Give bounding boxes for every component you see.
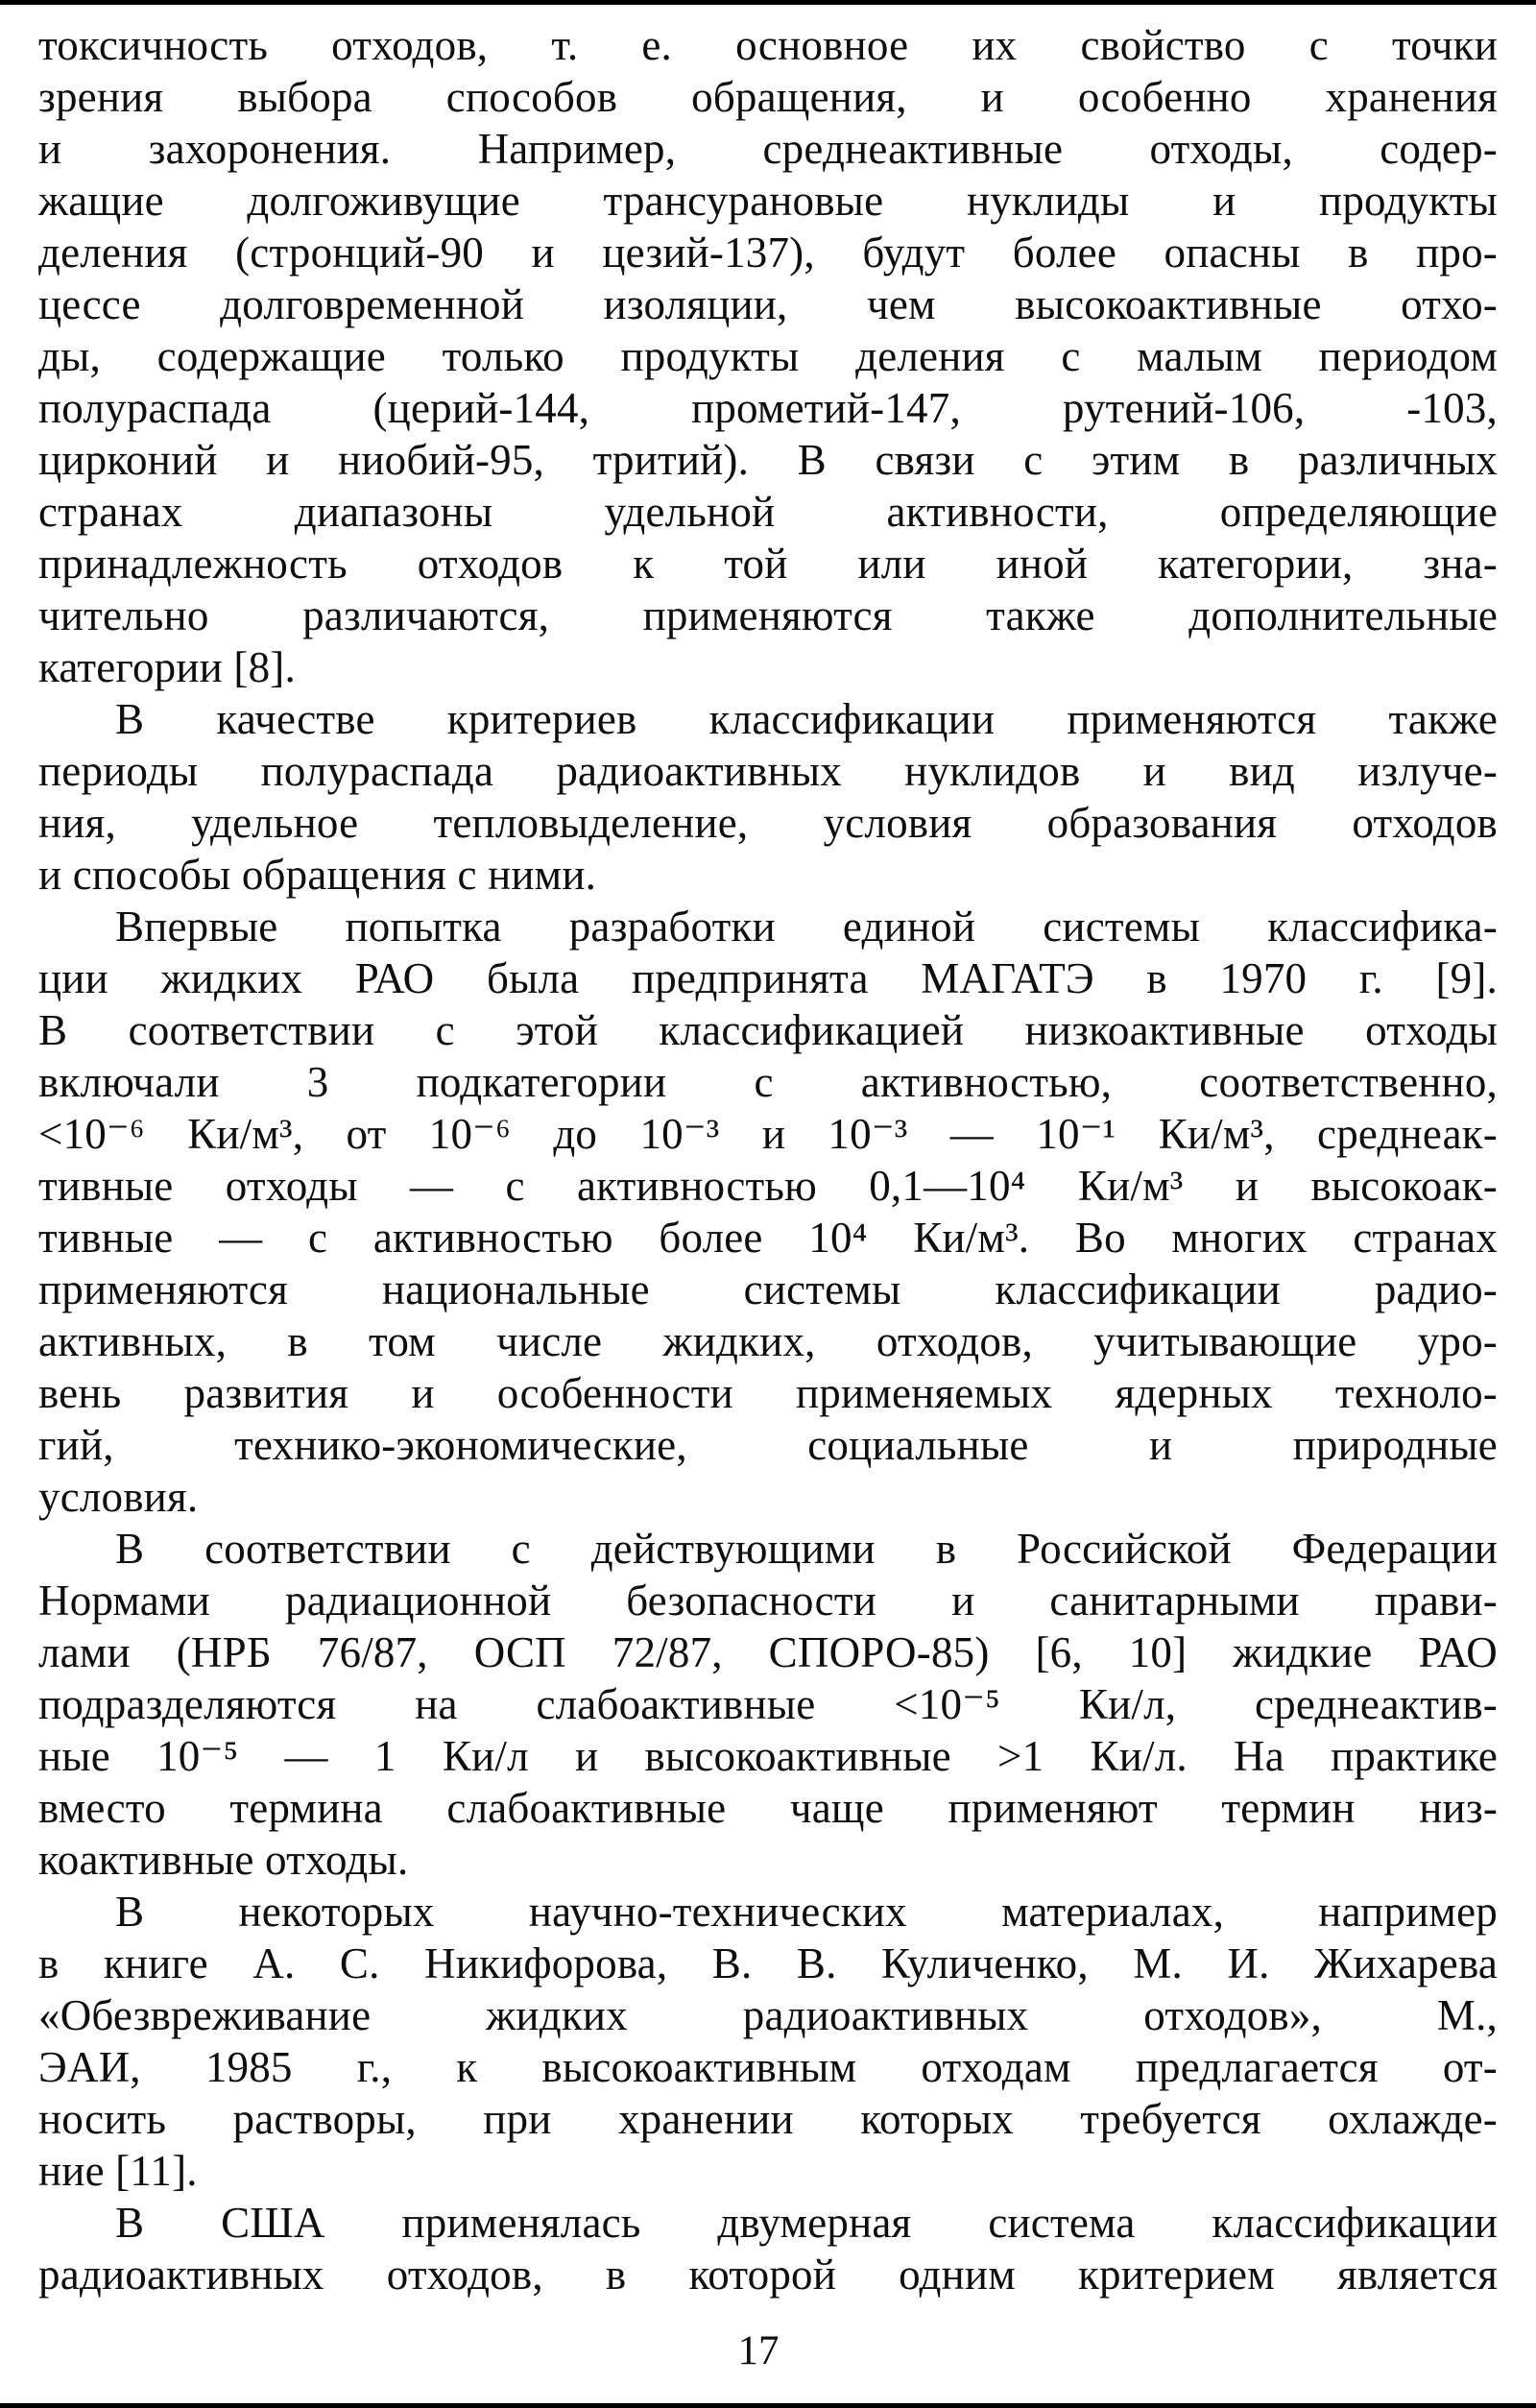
text-line-p3-l6: тивные отходы — с активностью 0,1—10⁴ Ки/м³ и высокоак- — [38, 1162, 1498, 1210]
text-line-p1-l8: полураспада (церий-144, прометий-147, рутений-106, -103, — [38, 384, 1498, 432]
scan-edge-bottom — [0, 2403, 1536, 2408]
text-line-p4-l1: В соответствии с действующими в Российской Федерации — [115, 1525, 1498, 1573]
page-number: 17 — [737, 2328, 780, 2373]
text-line-p2-l4: и способы обращения с ними. — [38, 851, 597, 899]
text-line-p3-l7: тивные — с активностью более 10⁴ Ки/м³. Во многих странах — [38, 1214, 1498, 1262]
text-line-p3-l4: включали 3 подкатегории с активностью, соответственно, — [38, 1058, 1498, 1106]
page-text-block — [38, 19, 1498, 2300]
text-line-p1-l10: странах диапазоны удельной активности, определяющие — [38, 488, 1498, 536]
text-line-p1-l3: и захоронения. Например, среднеактивные отходы, содер- — [38, 125, 1498, 173]
text-line-p1-l2: зрения выбора способов обращения, и особенно хранения — [38, 73, 1498, 121]
text-line-p3-l10: вень развития и особенности применяемых ядерных техноло- — [38, 1369, 1498, 1417]
text-line-p4-l3: лами (НРБ 76/87, ОСП 72/87, СПОРО-85) [6, 10] жидкие РАО — [38, 1628, 1498, 1676]
text-line-p3-l5: <10⁻⁶ Ки/м³, от 10⁻⁶ до 10⁻³ и 10⁻³ — 10⁻¹ Ки/м³, среднеак- — [38, 1110, 1498, 1158]
text-line-p4-l6: вместо термина слабоактивные чаще применяют термин низ- — [38, 1784, 1498, 1832]
text-line-p3-l11: гий, технико-экономические, социальные и природные — [38, 1421, 1498, 1469]
text-line-p1-l7: ды, содержащие только продукты деления с малым периодом — [38, 332, 1498, 380]
text-line-p4-l2: Нормами радиационной безопасности и санитарными прави- — [38, 1577, 1498, 1625]
scan-edge-top — [0, 0, 1536, 5]
text-line-p2-l3: ния, удельное тепловыделение, условия образования отходов — [38, 799, 1498, 847]
text-line-p1-l1: токсичность отходов, т. е. основное их свойство с точки — [38, 21, 1498, 69]
text-line-p6-l1: В США применялась двумерная система классификации — [115, 2199, 1498, 2247]
text-line-p5-l4: ЭАИ, 1985 г., к высокоактивным отходам предлагается от- — [38, 2043, 1498, 2091]
text-line-p1-l11: принадлежность отходов к той или иной категории, зна- — [38, 540, 1498, 588]
text-line-p1-l4: жащие долгоживущие трансурановые нуклиды и продукты — [38, 177, 1498, 225]
text-line-p3-l9: активных, в том числе жидких, отходов, учитывающие уро- — [38, 1317, 1498, 1365]
text-line-p3-l8: применяются национальные системы классификации радио- — [38, 1265, 1498, 1313]
text-line-p1-l5: деления (стронций-90 и цезий-137), будут более опасны в про- — [38, 229, 1498, 277]
text-line-p6-l2: радиоактивных отходов, в которой одним критерием является — [38, 2251, 1498, 2299]
text-line-p3-l1: Впервые попытка разработки единой системы классифика- — [115, 903, 1498, 951]
text-line-p1-l6: цессе долговременной изоляции, чем высокоактивные отхо- — [38, 280, 1498, 328]
text-line-p3-l12: условия. — [38, 1473, 199, 1521]
text-line-p5-l2: в книге А. С. Никифорова, В. В. Куличенко, М. И. Жихарева — [38, 1939, 1498, 1987]
text-line-p5-l1: В некоторых научно-технических материалах, например — [115, 1888, 1498, 1936]
text-line-p2-l1: В качестве критериев классификации применяются также — [115, 695, 1498, 743]
text-line-p1-l9: цирконий и ниобий-95, тритий). В связи с этим в различных — [38, 436, 1498, 484]
text-line-p4-l5: ные 10⁻⁵ — 1 Ки/л и высокоактивные >1 Ки/л. На практике — [38, 1732, 1498, 1780]
text-line-p5-l3: «Обезвреживание жидких радиоактивных отходов», М., — [38, 1991, 1498, 2039]
text-line-p1-l13: категории [8]. — [38, 643, 296, 691]
text-line-p3-l3: В соответствии с этой классификацией низкоактивные отходы — [38, 1006, 1498, 1054]
text-line-p4-l7: коактивные отходы. — [38, 1836, 409, 1884]
text-line-p3-l2: ции жидких РАО была предпринята МАГАТЭ в 1970 г. [9]. — [38, 954, 1498, 1002]
text-line-p5-l5: носить растворы, при хранении которых требуется охлажде- — [38, 2095, 1498, 2143]
text-line-p1-l12: чительно различаются, применяются также дополнительные — [38, 591, 1498, 639]
text-line-p5-l6: ние [11]. — [38, 2147, 198, 2195]
text-line-p2-l2: периоды полураспада радиоактивных нуклидов и вид излуче- — [38, 747, 1498, 795]
text-line-p4-l4: подразделяются на слабоактивные <10⁻⁵ Ки/л, среднеактив- — [38, 1680, 1498, 1728]
